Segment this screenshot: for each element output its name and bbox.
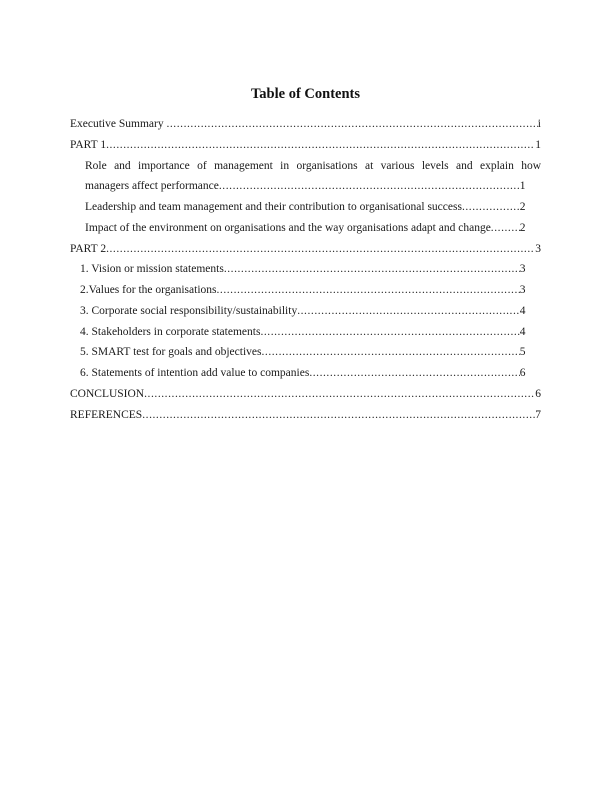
toc-entry-label: 3. Corporate social responsibility/sustainability	[80, 304, 298, 317]
toc-entry-executive-summary	[70, 114, 541, 135]
toc-entry-label: Role and importance of management in organisations at various levels and explain how	[85, 159, 541, 172]
toc-entry-stakeholders	[80, 322, 526, 343]
toc-entry-label: REFERENCES	[70, 408, 143, 421]
toc-entry-part-2	[70, 239, 541, 260]
toc-entry-vision-mission	[80, 259, 526, 280]
toc-entry-label: Impact of the environment on organisations and the way organisations adapt and change	[85, 221, 491, 234]
table-of-contents	[70, 86, 541, 425]
toc-entry-part-1	[70, 135, 541, 156]
dot-leader	[491, 218, 520, 239]
toc-entry-role-importance-line1	[85, 156, 541, 177]
toc-entry-impact-environment	[85, 218, 526, 239]
page-number: i	[537, 118, 541, 130]
page-number: 1	[535, 138, 541, 151]
dot-leader	[142, 405, 535, 426]
page-number: 3	[535, 242, 541, 255]
toc-entry-label: managers affect performance	[85, 180, 219, 193]
toc-entry-conclusion	[70, 384, 541, 405]
toc-entry-leadership	[85, 197, 526, 218]
page-number: 3	[519, 284, 526, 296]
dot-leader	[219, 176, 520, 197]
toc-entry-label: Leadership and team management and their contribution to organisational success	[85, 201, 462, 213]
toc-entry-label: 6. Statements of intention add value to companies	[80, 367, 310, 379]
toc-entry-role-importance-line2	[85, 176, 526, 197]
toc-entry-statements-intention	[80, 363, 526, 384]
dot-leader	[462, 197, 520, 218]
page-number: 6	[519, 367, 526, 379]
dot-leader	[144, 384, 535, 405]
toc-entry-label: PART 2	[70, 242, 107, 255]
page-number: 2	[519, 201, 526, 213]
page-title: Table of Contents	[250, 86, 361, 102]
toc-entry-label: Executive Summary	[70, 118, 167, 130]
toc-entry-label: 4. Stakeholders in corporate statements	[80, 325, 261, 338]
toc-entry-label: PART 1	[70, 138, 107, 151]
page-number: 3	[519, 263, 526, 276]
dot-leader	[261, 342, 519, 363]
page-number: 1	[519, 180, 526, 193]
dot-leader	[216, 280, 519, 301]
page-number: 4	[519, 304, 526, 317]
toc-entry-smart-test	[80, 342, 526, 363]
toc-entry-references	[70, 405, 541, 426]
dot-leader	[106, 135, 535, 156]
page-number: 4	[519, 325, 526, 338]
toc-entry-csr	[80, 301, 526, 322]
toc-list	[70, 114, 541, 425]
dot-leader	[106, 239, 535, 260]
toc-entry-values	[80, 280, 526, 301]
page-number: 6	[535, 387, 541, 400]
page-number: 5	[519, 346, 526, 359]
toc-entry-label: 1. Vision or mission statements	[80, 263, 224, 276]
toc-entry-label: CONCLUSION	[70, 387, 145, 400]
dot-leader	[297, 301, 520, 322]
dot-leader	[309, 363, 519, 384]
dot-leader	[166, 114, 537, 135]
toc-entry-label: 2.Values for the organisations	[80, 284, 217, 296]
toc-entry-label: 5. SMART test for goals and objectives	[80, 346, 262, 359]
dot-leader	[260, 322, 519, 343]
page-number: 2	[519, 221, 526, 234]
dot-leader	[224, 259, 520, 280]
page-number: 7	[535, 408, 541, 421]
